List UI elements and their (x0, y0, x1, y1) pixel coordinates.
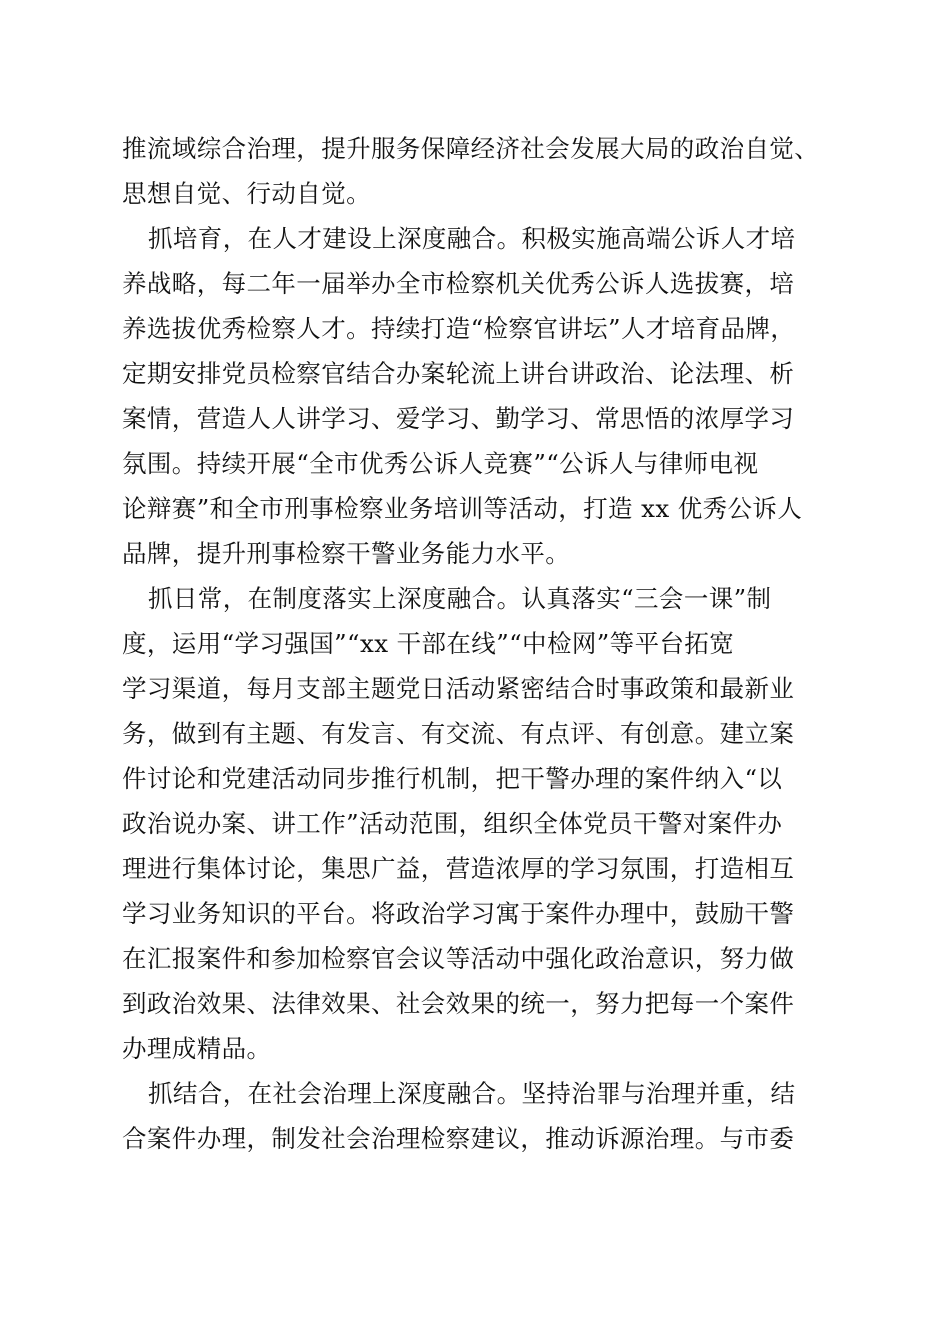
text-line: 定期安排党员检察官结合办案轮流上讲台讲政治、论法理、析 (122, 359, 795, 388)
text-line: 件讨论和党建活动同步推行机制，把干警办理的案件纳入“以 (122, 764, 783, 793)
document-page (122, 126, 838, 1161)
text-line: 学习业务知识的平台。将政治学习寓于案件办理中，鼓励干警 (122, 899, 795, 928)
text-line: 思想自觉、行动自觉。 (122, 179, 371, 208)
paragraph-start-line: 抓培育，在人才建设上深度融合。积极实施高端公诉人才培 (148, 224, 796, 253)
text-line: 办理成精品。 (122, 1034, 272, 1063)
paragraph-start-line: 抓结合，在社会治理上深度融合。坚持治罪与治理并重，结 (148, 1079, 796, 1108)
text-line: 推流域综合治理，提升服务保障经济社会发展大局的政治自觉、 (122, 134, 820, 163)
text-line: 度，运用“学习强国”“xx 干部在线”“中检网”等平台拓宽 (122, 629, 735, 658)
text-line: 在汇报案件和参加检察官会议等活动中强化政治意识，努力做 (122, 944, 795, 973)
text-line: 政治说办案、讲工作”活动范围，组织全体党员干警对案件办 (122, 809, 783, 838)
text-line: 品牌，提升刑事检察干警业务能力水平。 (122, 539, 571, 568)
text-line: 务，做到有主题、有发言、有交流、有点评、有创意。建立案 (122, 719, 795, 748)
text-line: 学习渠道，每月支部主题党日活动紧密结合时事政策和最新业 (122, 674, 795, 703)
text-line: 案情，营造人人讲学习、爱学习、勤学习、常思悟的浓厚学习 (122, 404, 795, 433)
text-line: 到政治效果、法律效果、社会效果的统一，努力把每一个案件 (122, 989, 795, 1018)
text-line: 氛围。持续开展“全市优秀公诉人竞赛”“公诉人与律师电视 (122, 449, 759, 478)
text-line: 理进行集体讨论，集思广益，营造浓厚的学习氛围，打造相互 (122, 854, 795, 883)
text-line: 养选拔优秀检察人才。持续打造“检察官讲坛”人才培育品牌， (122, 314, 796, 343)
text-line: 论辩赛”和全市刑事检察业务培训等活动，打造 xx 优秀公诉人 (122, 494, 803, 523)
text-line: 养战略，每二年一届举办全市检察机关优秀公诉人选拔赛，培 (122, 269, 795, 298)
text-line: 合案件办理，制发社会治理检察建议，推动诉源治理。与市委 (122, 1124, 795, 1153)
paragraph-start-line: 抓日常，在制度落实上深度融合。认真落实“三会一课”制 (148, 584, 772, 613)
